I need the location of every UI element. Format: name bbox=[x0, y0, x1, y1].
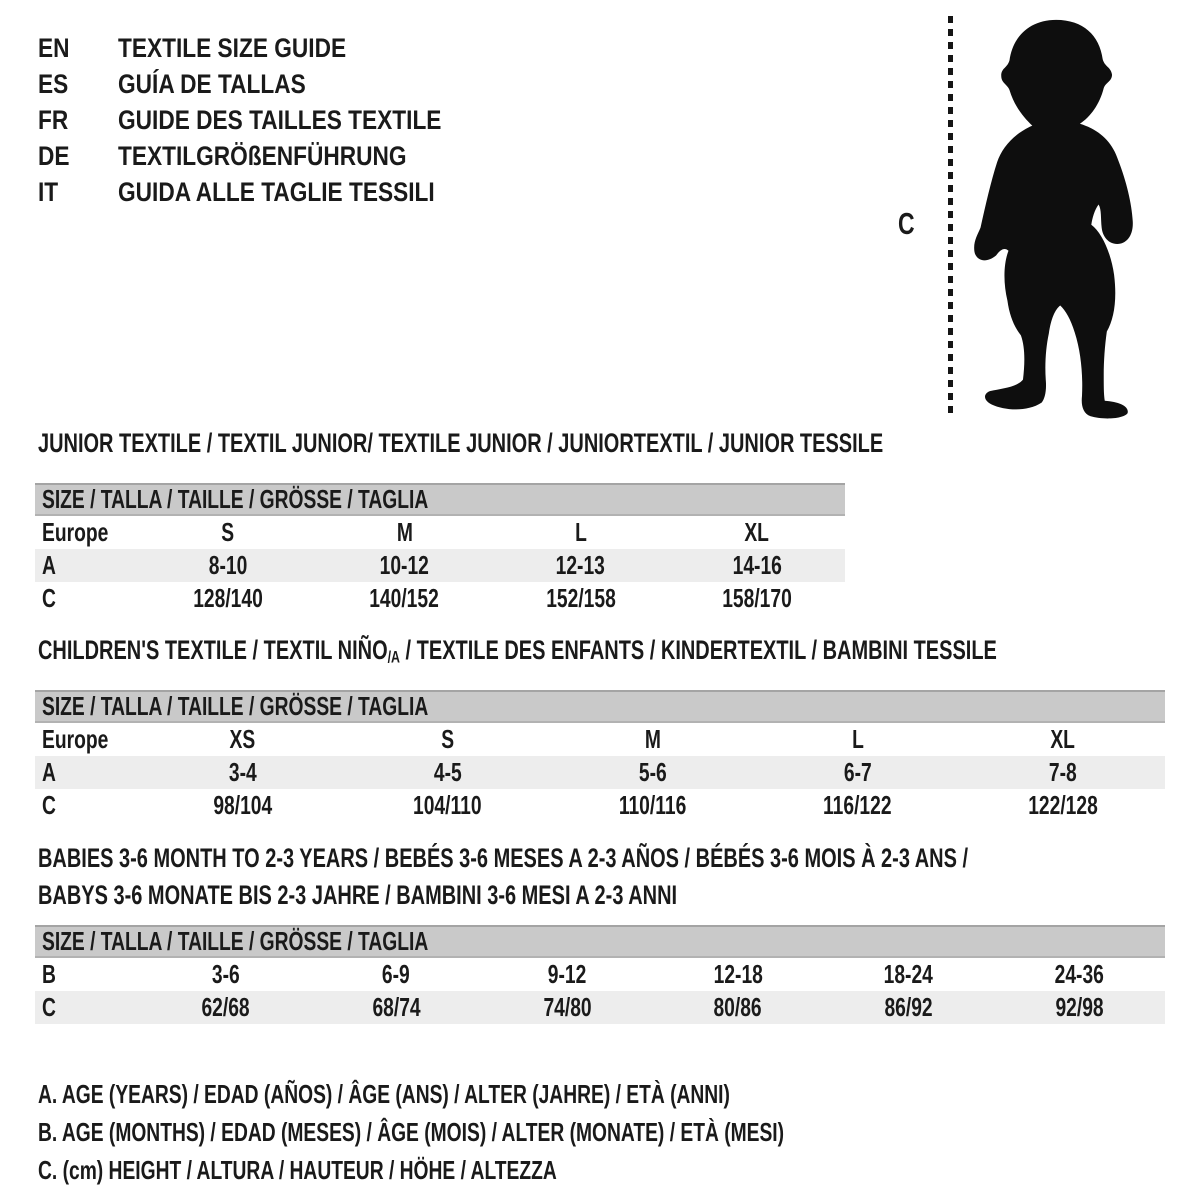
height-value: 158/170 bbox=[722, 583, 792, 613]
language-row bbox=[38, 102, 503, 138]
toddler-silhouette-icon bbox=[965, 16, 1141, 420]
height-value: 110/116 bbox=[618, 790, 687, 820]
row-label: C bbox=[42, 992, 56, 1022]
age-value: 12-18 bbox=[713, 959, 763, 989]
section-title-babies-line2: BABYS 3-6 MONATE BIS 2-3 JAHRE / BAMBINI 3-6 MESI A 2-3 ANNI bbox=[38, 880, 678, 910]
language-code: FR bbox=[38, 105, 69, 135]
height-value: 116/122 bbox=[823, 790, 892, 820]
table-row bbox=[35, 723, 1165, 756]
height-marker-label: C bbox=[898, 206, 915, 241]
table-row bbox=[35, 789, 1165, 822]
legend-line-b: B. AGE (MONTHS) / EDAD (MESES) / ÂGE (MOIS) / ALTER (MONATE) / ETÀ (MESI) bbox=[38, 1117, 785, 1147]
age-value: 7-8 bbox=[1048, 757, 1077, 787]
age-value: 12-13 bbox=[556, 550, 606, 580]
size-header-bar: SIZE / TALLA / TAILLE / GRÖSSE / TAGLIA bbox=[35, 690, 1165, 723]
language-title: GUIDA ALLE TAGLIE TESSILI bbox=[118, 177, 435, 207]
table-row bbox=[35, 549, 845, 582]
language-row bbox=[38, 66, 503, 102]
size-value: M bbox=[396, 517, 413, 547]
table-row bbox=[35, 958, 1165, 991]
language-row bbox=[38, 174, 503, 210]
age-value: 24-36 bbox=[1054, 959, 1105, 989]
language-code: DE bbox=[38, 141, 70, 171]
height-value: 62/68 bbox=[201, 992, 250, 1022]
size-value: XL bbox=[744, 517, 770, 547]
height-measure-line bbox=[948, 16, 953, 416]
size-value: M bbox=[644, 724, 661, 754]
age-value: 8-10 bbox=[208, 550, 248, 580]
legend-line-a: A. AGE (YEARS) / EDAD (AÑOS) / ÂGE (ANS) / ALTER (JAHRE) / ETÀ (ANNI) bbox=[38, 1079, 730, 1109]
height-value: 86/92 bbox=[884, 992, 933, 1022]
height-value: 140/152 bbox=[369, 583, 440, 613]
age-value: 10-12 bbox=[379, 550, 429, 580]
age-value: 14-16 bbox=[732, 550, 782, 580]
height-value: 74/80 bbox=[542, 992, 592, 1022]
table-row bbox=[35, 582, 845, 615]
legend-line-c: C. (cm) HEIGHT / ALTURA / HAUTEUR / HÖHE / ALTEZZA bbox=[38, 1155, 557, 1185]
row-label: C bbox=[42, 583, 56, 613]
language-row bbox=[38, 30, 503, 66]
height-value: 104/110 bbox=[413, 790, 482, 820]
language-code: EN bbox=[38, 33, 70, 63]
row-label: C bbox=[42, 790, 56, 820]
age-value: 3-6 bbox=[211, 959, 240, 989]
section-title-babies-line1: BABIES 3-6 MONTH TO 2-3 YEARS / BEBÉS 3-6 MESES A 2-3 AÑOS / BÉBÉS 3-6 MOIS À 2-3 ANS / bbox=[38, 843, 969, 873]
age-value: 6-9 bbox=[382, 959, 411, 989]
language-row bbox=[38, 138, 503, 174]
age-value: 18-24 bbox=[884, 959, 934, 989]
height-value: 122/128 bbox=[1027, 790, 1098, 820]
row-label: Europe bbox=[42, 724, 109, 754]
height-value: 92/98 bbox=[1055, 992, 1104, 1022]
table-row bbox=[35, 991, 1165, 1024]
height-value: 68/74 bbox=[372, 992, 421, 1022]
height-value: 80/86 bbox=[713, 992, 762, 1022]
language-title: TEXTILE SIZE GUIDE bbox=[118, 33, 347, 63]
row-label: Europe bbox=[42, 517, 109, 547]
row-label: A bbox=[42, 757, 56, 787]
row-label: B bbox=[42, 959, 56, 989]
children-size-table bbox=[35, 690, 1165, 822]
language-code: ES bbox=[38, 69, 69, 99]
age-value: 3-4 bbox=[228, 757, 257, 787]
age-value: 5-6 bbox=[638, 757, 667, 787]
height-value: 128/140 bbox=[193, 583, 263, 613]
age-value: 6-7 bbox=[843, 757, 872, 787]
size-value: XL bbox=[1050, 724, 1075, 754]
size-value: L bbox=[851, 724, 864, 754]
babies-size-table bbox=[35, 925, 1165, 1024]
age-value: 9-12 bbox=[547, 959, 587, 989]
size-value: XS bbox=[229, 724, 256, 754]
language-title-list bbox=[38, 30, 503, 210]
language-title: TEXTILGRÖßENFÜHRUNG bbox=[118, 141, 407, 171]
section-title-junior: JUNIOR TEXTILE / TEXTIL JUNIOR/ TEXTILE JUNIOR / JUNIORTEXTIL / JUNIOR TESSILE bbox=[38, 428, 884, 458]
language-title: GUIDE DES TAILLES TEXTILE bbox=[118, 105, 442, 135]
age-value: 4-5 bbox=[433, 757, 462, 787]
size-value: S bbox=[221, 517, 235, 547]
size-value: L bbox=[574, 517, 587, 547]
section-title-children: CHILDREN'S TEXTILE / TEXTIL $NIÑO_{/A}$ / TEXTILE DES ENFANTS / KINDERTEXTIL / BAMBINI TESSILE bbox=[38, 635, 997, 667]
size-header-bar: SIZE / TALLA / TAILLE / GRÖSSE / TAGLIA bbox=[35, 925, 1165, 958]
size-header-bar: SIZE / TALLA / TAILLE / GRÖSSE / TAGLIA bbox=[35, 483, 845, 516]
size-value: S bbox=[441, 724, 454, 754]
legend bbox=[38, 1075, 1046, 1189]
height-value: 152/158 bbox=[545, 583, 616, 613]
row-label: A bbox=[42, 550, 56, 580]
language-code: IT bbox=[38, 177, 59, 207]
table-row bbox=[35, 516, 845, 549]
table-row bbox=[35, 756, 1165, 789]
junior-size-table bbox=[35, 483, 845, 615]
height-value: 98/104 bbox=[213, 790, 272, 820]
language-title: GUÍA DE TALLAS bbox=[118, 69, 306, 99]
